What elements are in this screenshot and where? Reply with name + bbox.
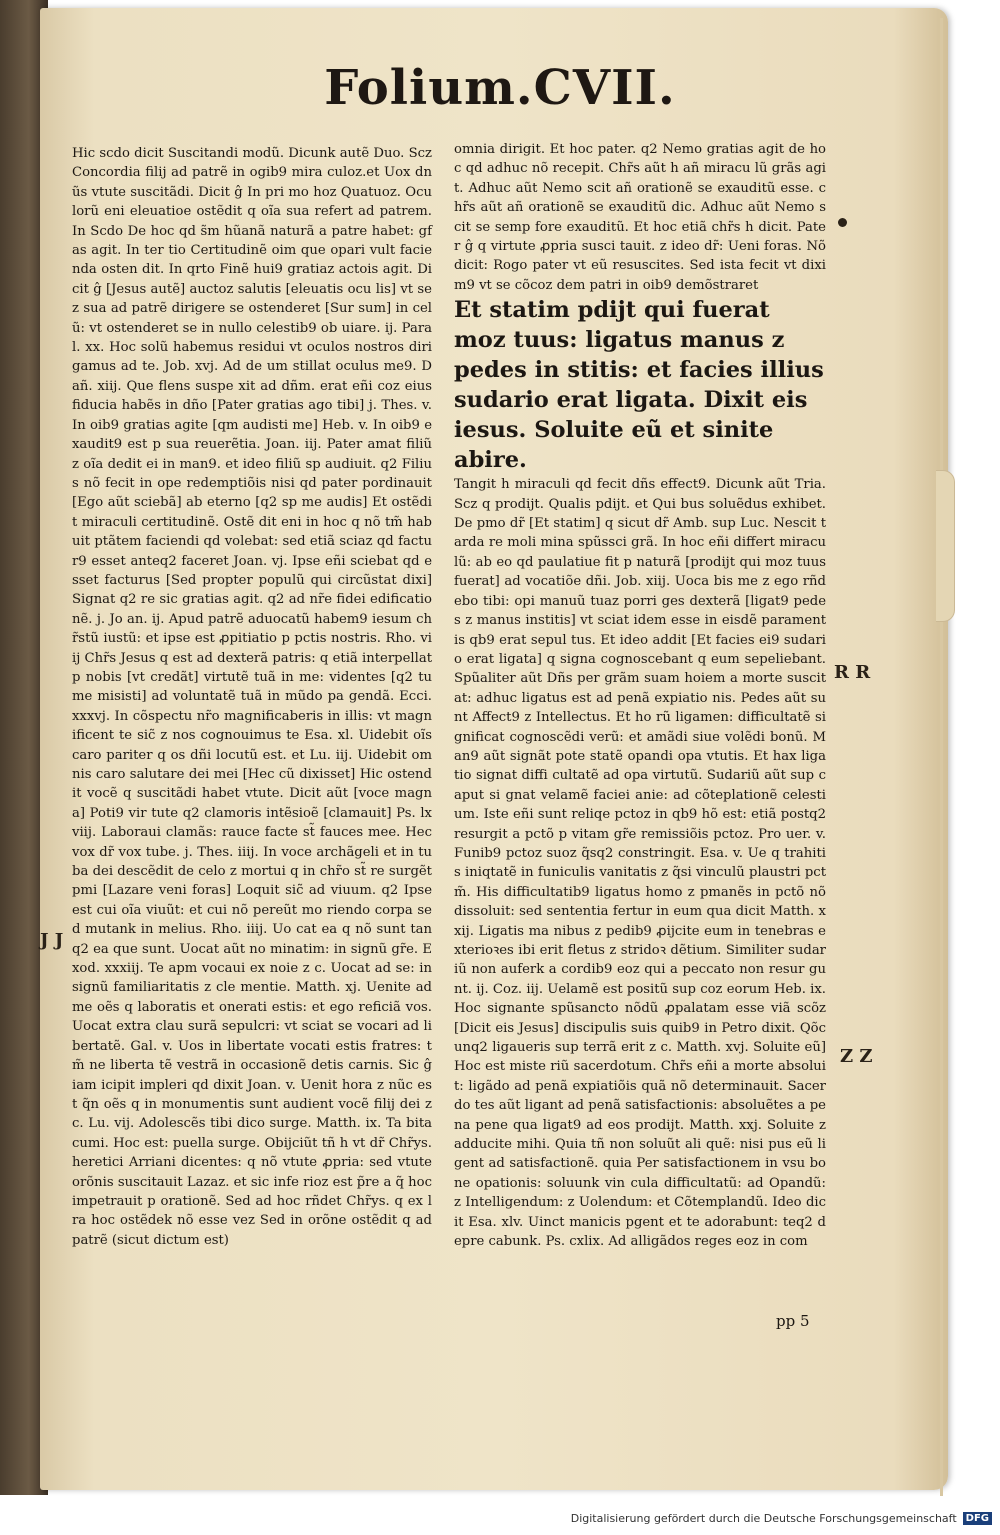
left-text-column	[72, 144, 432, 1250]
margin-note-right-upper: R R	[834, 662, 871, 683]
page-tab	[936, 470, 955, 622]
page-edge	[940, 18, 943, 1496]
margin-note-left: J J	[40, 930, 64, 951]
right-text-column	[454, 140, 826, 1252]
right-column-text-before: omnia dirigit. Et hoc pater. q2 Nemo gratias agit de hoc qd adhuc nõ recepit. Chr̃s aũt h añ miracu lũ grãs agit. Adhuc aũt Nemo scit añ orationẽ se exauditũ esse. chr̃s aũt añ orationẽ se exauditũ dic. Adhuc aũt Nemo scit se semp fore exauditũ. Et hoc etiã chr̃s h dicit. Pater ĝ q virtute ꝓpria susci tauit. z ideo dr̃: Ueni foras. Nõ dicit: Rogo pater vt eũ resuscites. Sed ista fecit vt dixim9 vt se cõcoz dem patri in oib9 demõstraret	[454, 142, 826, 293]
right-lemma: Et statim pdijt qui fuerat moz tuus: ligatus manus z pedes in stitis: et facies illius sudario erat ligata. Dixit eis iesus. Soluite eũ et sinite abire.	[454, 297, 824, 474]
right-column-text-after: Tangit h miraculi qd fecit dñs effect9. Dicunk aũt Tria. Scz q prodijt. Qualis pdijt. et Qui bus soluẽdus exhibet. De pmo dr̃ [Et statim] q sicut dr̃ Amb. sup Luc. Nescit tarda re moli mina spũssci grã. In hoc eñi differt miraculũ: ab eo qd paulatiue fit p naturã [prodijt qui moz tuus fuerat] ad vocatiõe dñi. Job. xiij. Uoca bis me z ego rñdebo tibi: opi manuũ tuaz porri ges dexterã [ligat9 pedes z manus institis] vt sciat idem esse in eisdẽ paramentis qb9 erat sepul tus. Et ideo addit [Et facies ei9 sudario erat ligata] q signa cognoscebant q eum sepeliebant. Spũaliter aũt Dñs per grãm suam hoiem a morte suscitat: adhuc ligatus est ad penã expiatio nis. Pedes aũt sunt Affect9 z Intellectus. Et ho rũ ligamen: difficultatẽ significat cognoscẽdi verũ: et amãdi siue volẽdi bonũ. Man9 aũt signãt pote statẽ opandi opa vtutis. Et hax ligatio signat diffi cultatẽ ad opa virtutũ. Sudariũ aũt sup caput si gnat velamẽ faciei anie: ad cõteplationẽ celestium. Iste eñi sunt reliqe pctoz in qb9 hõ est: etiã postq2 resurgit a pctõ p vitam gr̃e remissiõis pctoz. Pro uer. v. Funib9 pctoz suoz q̃sq2 constringit. Esa. v. Ue q trahitis iniqtatẽ in funiculis vanitatis z q̃si vinculũ plaustri pctm̃. His difficultatib9 ligatus homo z pmanẽs in pctõ nõ dissoluit: sed sententia fertur in eum qua dicit Matth. xxij. Ligatis ma nibus z pedib9 ꝓijcite eum in tenebras exterioꝛes ibi erit fletus z stridoꝛ dẽtium. Similiter sudariũ non auferk a cordib9 eoz qui a peccato non resur gunt. ij. Coz. iij. Uelamẽ est positũ sup coz eorum Heb. ix. Hoc signante spũsancto nõdũ ꝓpalatam esse viã scõz [Dicit eis Jesus] discipulis suis quib9 in Petro dixit. Qõcunq2 ligaueris sup terrã erit z c. Matth. xvj. Soluite eũ] Hoc est miste riũ sacerdotum. Chr̃s eñi a morte absoluit: ligãdo ad penã expiatiõis quã nõ determinauit. Sacerdo tes aũt ligant ad penã satisfactionis: absoluẽtes a pena pene qua ligat9 ad eos prodijt. Matth. xxj. Soluite z adducite mihi. Quia tñ non soluũt ali quẽ: nisi pus eũ ligent ad satisfactionẽ. quia Per satisfactionem in vsu bone opationis: soluunk vin cula difficultatũ: ad Opandũ: z Intelligendum: z Uolendum: et Cõtemplandũ. Ideo dicit Esa. xlv. Uinct manicis pgent et te adorabunt: teq2 depre cabunk. Ps. cxlix. Ad alligãdos reges eoz in com	[454, 477, 826, 1250]
signature-mark: pp 5	[776, 1312, 810, 1330]
margin-dot	[838, 218, 847, 227]
left-column-text: Hic scdo dicit Suscitandi modũ. Dicunk autẽ Duo. Scz Concordia filij ad patrẽ in ogib9 mira culoz.et Uox dnũs vtute suscitãdi. Dicit ĝ In pri mo hoz Quatuoz. Oculorũ eni eleuatioe ostẽdit q oĩa sua refert ad patrem. In Scdo De hoc qd s̃m hũanã naturã a patre habet: gfas agit. In ter tio Certitudinẽ oim que opari vult facienda osten dit. In qrto Finẽ hui9 gratiaz actois agit. Dicit ĝ [Jesus autẽ] auctoz salutis [eleuatis ocu lis] vt se z sua ad patrẽ dirigere se ostenderet [Sur sum] in celũ: vt ostenderet se in nullo celestib9 ob uiare. ij. Paral. xx. Hoc solũ habemus residui vt oculos nostros dirigamus ad te. Job. xvj. Ad de um stillat oculus me9. Dañ. xiij. Que flens suspe xit ad dñm. erat eñi coz eius fiducia habẽs in dño [Pater gratias ago tibi] j. Thes. v. In oib9 gratias agite [qm audisti me] Heb. v. In oib9 exaudit9 est p sua reuerẽtia. Joan. iij. Pater amat filiũ z oĩa dedit ei in man9. et ideo filiũ sp audiuit. q2 Filius nõ fecit in ope redemptiõis nisi qd pater pordinauit [Ego aũt sciebã] ab eterno [q2 sp me audis] Et ostẽdit miraculi certitudinẽ. Ostẽ dit eni in hoc q nõ tm̃ habuit ptãtem faciendi qd volebat: sed etiã sciaz qd factur9 esset anteq2 faceret Joan. vj. Ipse eñi sciebat qd esset facturus [Sed propter populũ qui circũstat dixi] Signat q2 re sic gratias agit. q2 ad nr̃e fidei edificationẽ. j. Jo an. ij. Apud patrẽ aduocatũ habem9 iesum chr̃stũ iustũ: et ipse est ꝓpitiatio p pctis nostris. Rho. viij Chr̃s Jesus q est ad dexterã patris: q etiã interpellat p nobis [vt credãt] virtutẽ tuã in me: videntes [q2 tu me misisti] ad voluntatẽ tuã in mũdo pa gendã. Ecci. xxxvj. In cõspectu nr̃o magnificaberis in illis: vt magnificent te sic̃ z nos cognouimus te Esa. xl. Uidebit oĩs caro pariter q os dñi locutũ est. et Lu. iij. Uidebit omnis caro salutare dei mei [Hec cũ dixisset] Hic ostendit vocẽ q suscitãdi habet vtute. Dicit aũt [voce magna] Poti9 vir tute q2 clamoris intẽsioẽ [clamauit] Ps. lxviij. Laboraui clamãs: rauce facte st̃ fauces mee. Hec vox dr̃ vox tube. j. Thes. iiij. In voce archãgeli et in tuba dei descẽdit de celo z mortui q in chr̃o st̃ re surgẽt pmi [Lazare veni foras] Loquit sic̃ ad viuum. q2 Ipse est cui oĩa viuũt: et cui nõ pereũt mo riendo corpa sed mutank in melius. Rho. iiij. Uo cat ea q nõ sunt tanq2 ea que sunt. Uocat aũt no minatim: in signũ gr̃e. Exod. xxxiij. Te apm vocaui ex noie z c. Uocat ad se: in signũ familiaritatis z cle mentie. Matth. xj. Uenite ad me oẽs q laboratis et onerati estis: et ego reficiã vos. Uocat extra clau surã sepulcri: vt sciat se vocari ad libertatẽ. Gal. v. Uos in libertate vocati estis fratres: tm̃ ne liberta tẽ vestrã in occasionẽ detis carnis. Sic ĝ iam icipit impleri qd dixit Joan. v. Uenit hora z nũc est q̃n oẽs q in monumentis sunt audient vocẽ filij dei z c. Lu. vij. Adolescẽs tibi dico surge. Matth. ix. Ta bita cumi. Hoc est: puella surge. Obijciũt tñ h vt dr̃ Chr̃ys. heretici Arriani dicentes: q nõ vtute ꝓpria: sed vtute orõnis suscitauit Lazaz. et sic infe rioz est p̃re a q̃ hoc impetrauit p orationẽ. Sed ad hoc rñdet Chr̃ys. q ex lra hoc ostẽdek nõ esse vez Sed in orõne ostẽdit q ad patrẽ (sicut dictum est)	[72, 146, 432, 1248]
margin-note-right-lower: Z Z	[840, 1046, 873, 1067]
footer-text: Digitalisierung gefördert durch die Deutsche Forschungsgemeinschaft	[570, 1511, 957, 1525]
folio-heading: Folium.CVII.	[324, 60, 676, 116]
footer-credit	[571, 1509, 992, 1527]
dfg-logo: DFG	[963, 1512, 992, 1525]
